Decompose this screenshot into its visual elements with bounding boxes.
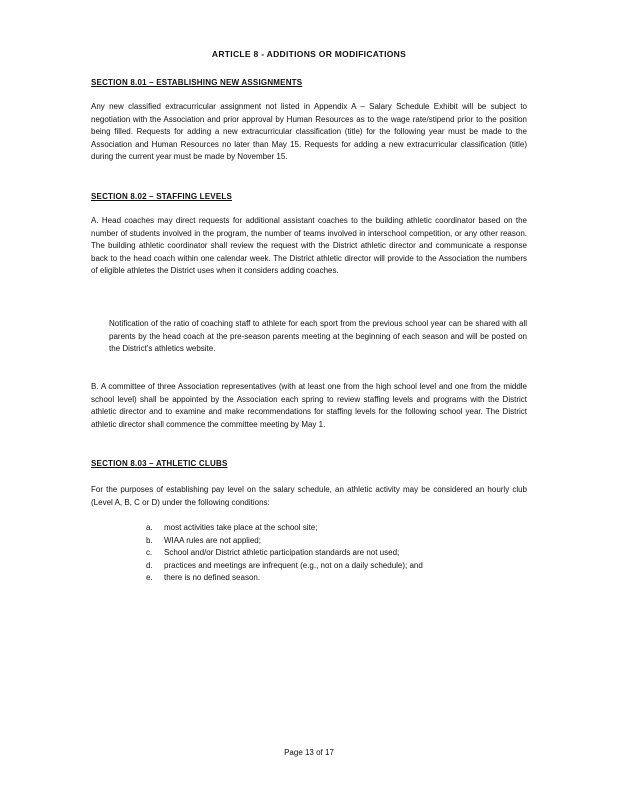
list-item-text: there is no defined season. (164, 573, 261, 583)
list-item (146, 535, 526, 548)
list-item-label: a. (146, 523, 153, 532)
list-item (146, 547, 526, 560)
section-8-03-paragraph: For the purposes of establishing pay level on the salary schedule, an athletic activity may be considered an hourly club (Level A, B, C or D) under the following conditions: (91, 485, 527, 507)
page-number-footer: Page 13 of 17 (284, 748, 334, 757)
list-item-label: c. (146, 548, 153, 558)
section-8-02-paragraph-b: B. A committee of three Association representatives (with at least one from the high school level and one from the middle school level) shall be appointed by the Association each spring to review staffing levels and programs with the District athletic director and to examine and make recommendations for staffing levels for the following school year. The District athletic director shall commence the committee meeting by May 1. (91, 382, 527, 429)
list-item-label: d. (146, 560, 153, 570)
section-8-02-notification-paragraph: Notification of the ratio of coaching staff to athlete for each sport from the previous school year can be shared with all parents by the head coach at the pre-season parents meeting at the beginning of each season and will be posted on the District's athletics website. (109, 319, 527, 354)
section-heading-8-01: SECTION 8.01 – ESTABLISHING NEW ASSIGNMENTS (91, 78, 303, 87)
list-item-text: WIAA rules are not applied; (164, 535, 261, 545)
list-item-label: e. (146, 573, 153, 583)
list-item-text: practices and meetings are infrequent (e.g., not on a daily schedule); and (164, 560, 423, 570)
section-8-02-paragraph-a: A. Head coaches may direct requests for additional assistant coaches to the building athletic coordinator based on the number of students involved in the program, the number of teams involved in interschool competition, or any other reason. The building athletic coordinator shall review the request with the District athletic director and communicate a response back to the head coach within one calendar week. The District athletic director will provide to the Association the numbers of eligible athletes the District uses when it considers adding coaches. (91, 216, 527, 276)
section-heading-8-03: SECTION 8.03 – ATHLETIC CLUBS (91, 459, 228, 468)
list-item (146, 560, 526, 573)
list-item (146, 522, 526, 535)
list-item (146, 572, 526, 585)
section-heading-8-02: SECTION 8.02 – STAFFING LEVELS (91, 192, 232, 201)
article-title: ARTICLE 8 - ADDITIONS OR MODIFICATIONS (211, 49, 407, 59)
list-item-label: b. (146, 535, 153, 545)
section-8-01-paragraph: Any new classified extracurricular assignment not listed in Appendix A – Salary Schedule Exhibit will be subject to negotiation with the Association and prior approval by Human Resources as to the wage rate/stipend prior to the position being filled. Requests for adding a new extracurricular classification (title) for the following year must be made to the Association and Human Resources no later than May 15. Requests for adding a new extracurricular classification (title) during the current year must be made by November 15. (91, 102, 527, 162)
list-item-text: School and/or District athletic participation standards are not used; (164, 548, 400, 558)
conditions-list (146, 522, 526, 585)
list-item-text: most activities take place at the school site; (164, 523, 318, 532)
